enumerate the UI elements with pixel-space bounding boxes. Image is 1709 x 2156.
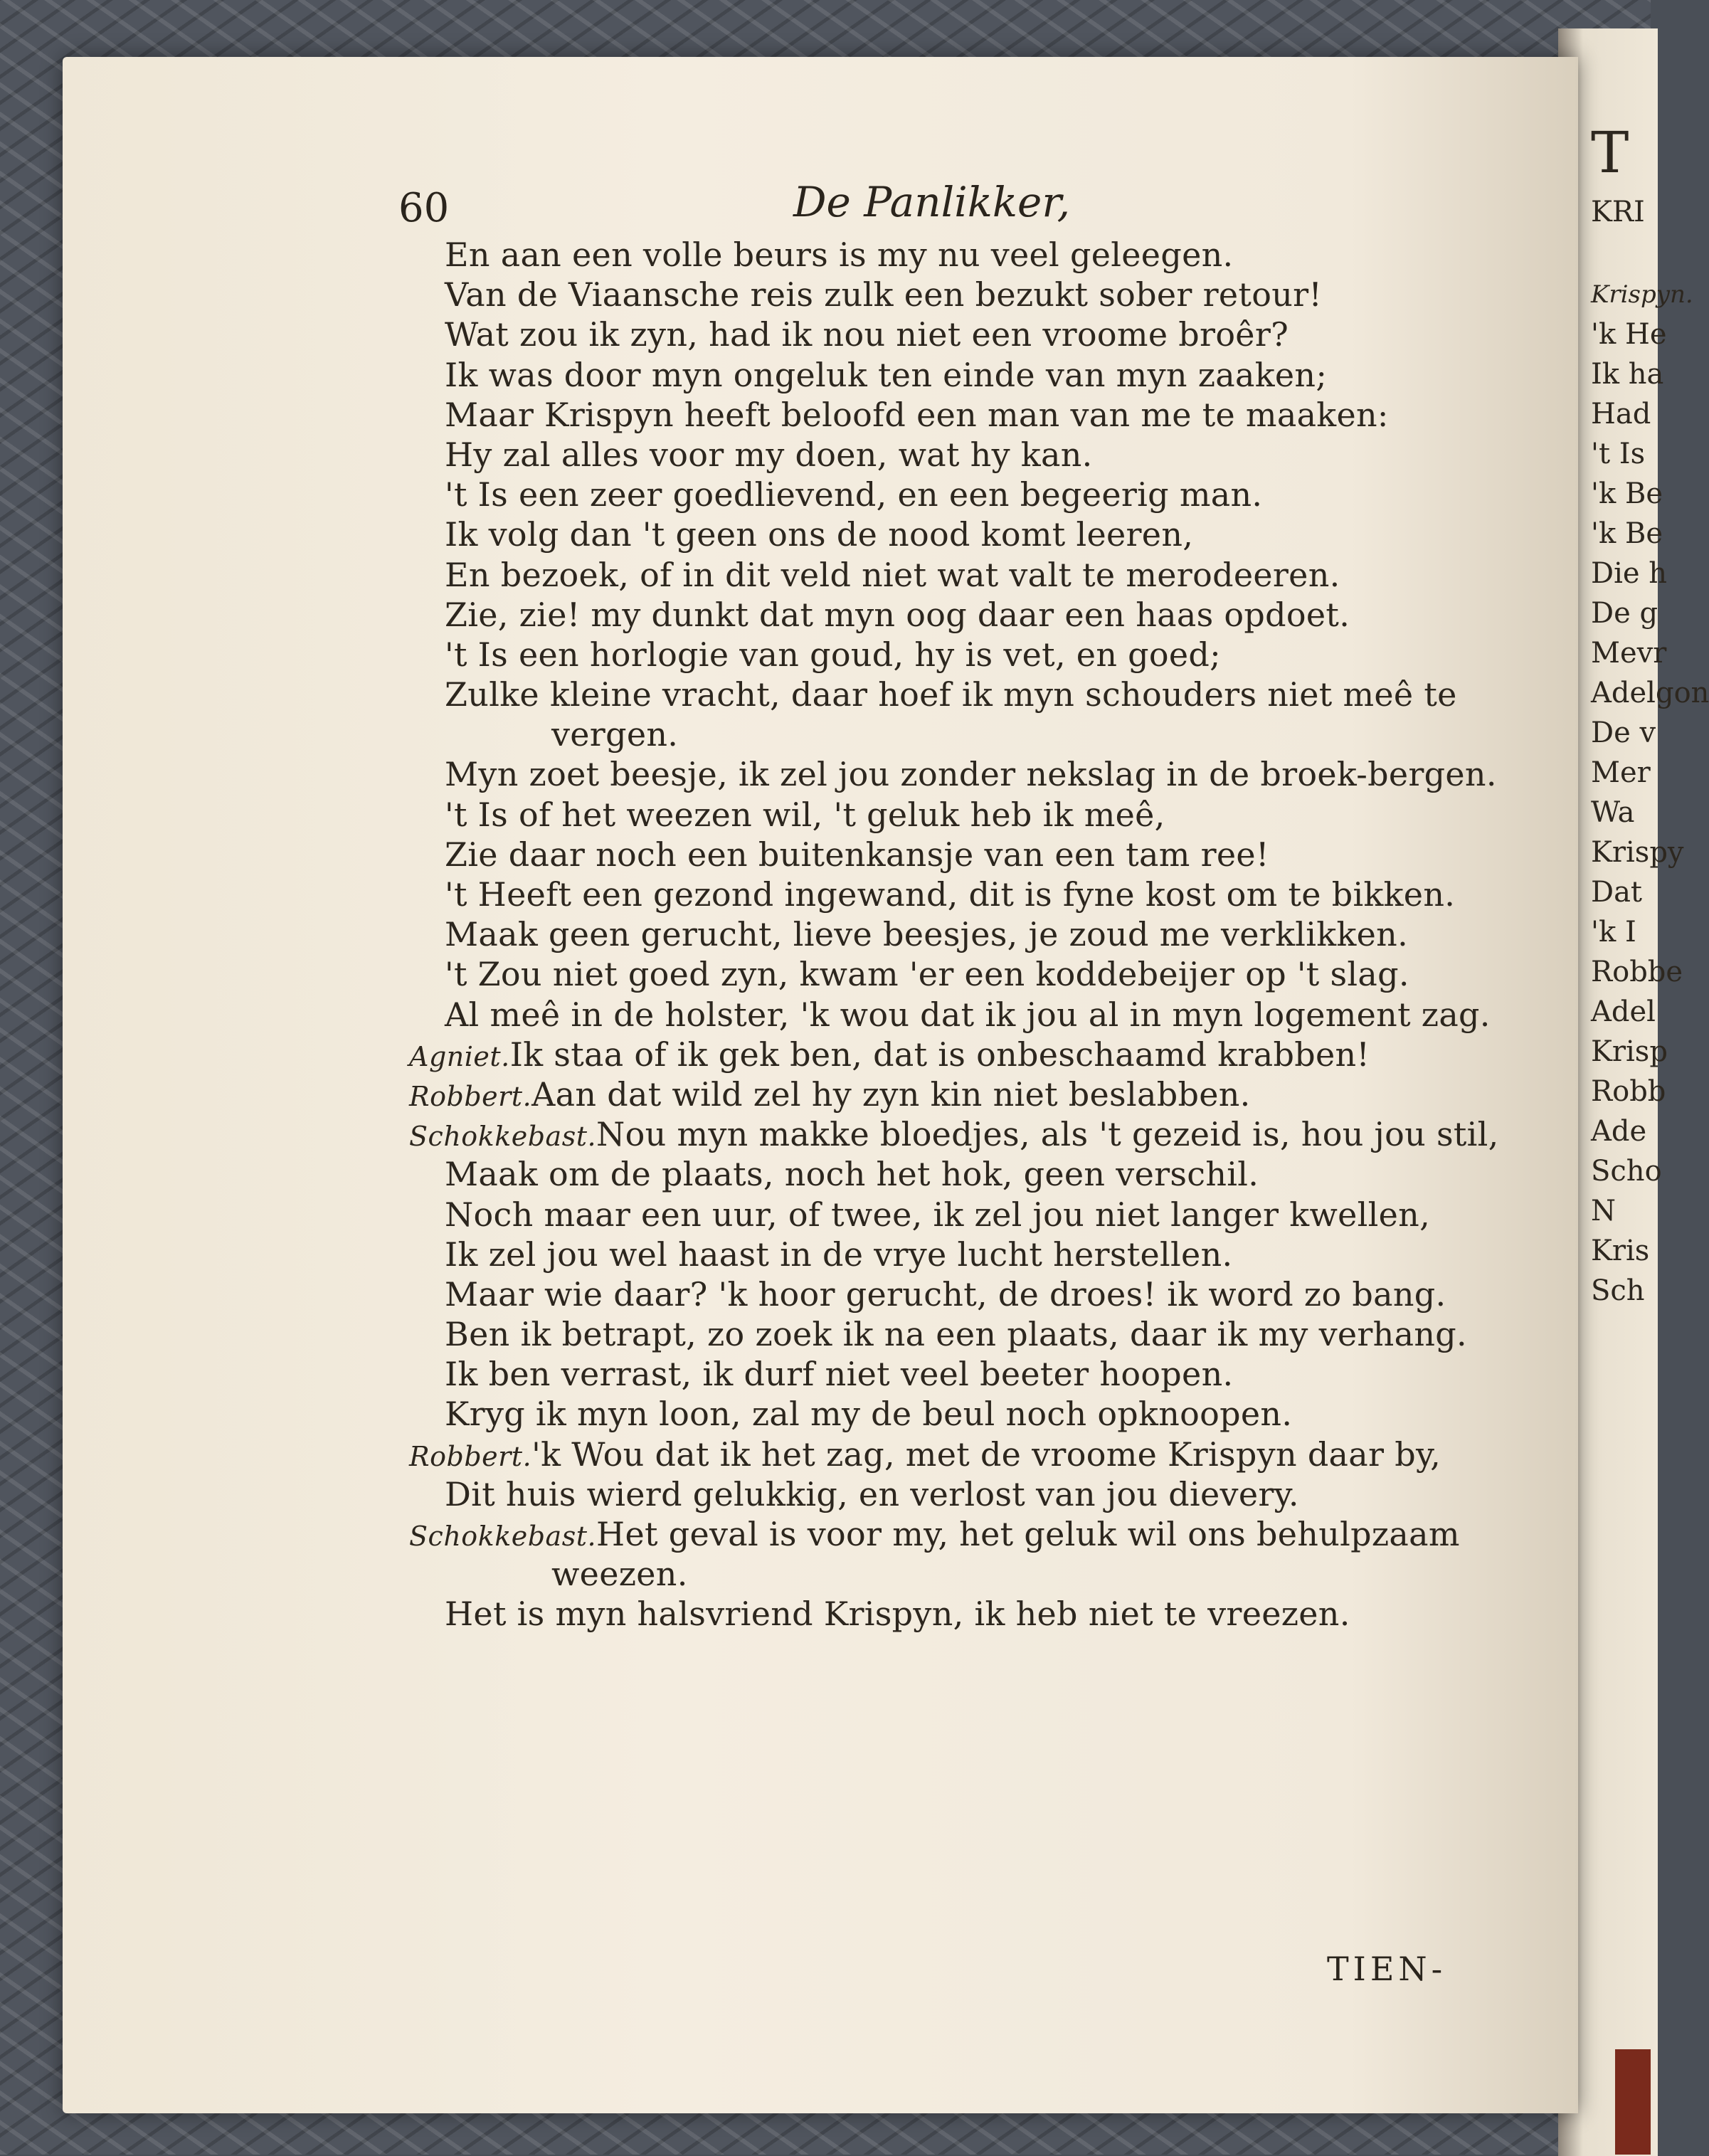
- verse-text: Het geval is voor my, het geluk wil ons behulpzaam: [596, 1515, 1460, 1553]
- verse-line: [409, 1474, 1476, 1514]
- facing-fragment: Ik ha: [1591, 358, 1664, 391]
- speaker-name: Schokkebast.: [409, 1521, 597, 1552]
- facing-fragment: Scho: [1591, 1155, 1662, 1188]
- verse-line: [409, 1195, 1476, 1235]
- facing-heading: KRI: [1591, 196, 1645, 228]
- verse-text: 't Zou niet goed zyn, kwam 'er een koddebeijer op 't slag.: [445, 955, 1409, 994]
- verse-text: Myn zoet beesje, ik zel jou zonder nekslag in de broek-bergen.: [445, 755, 1497, 794]
- verse-text: Ik volg dan 't geen ons de nood komt leeren,: [445, 515, 1194, 554]
- facing-fragment: Adel: [1591, 995, 1656, 1028]
- running-title: De Panlikker,: [793, 178, 1071, 226]
- verse-text: Ik was door myn ongeluk ten einde van myn zaaken;: [445, 355, 1328, 394]
- speaker-name: Agniet.: [409, 1040, 510, 1072]
- verse-line: [409, 1594, 1476, 1634]
- verse-line: [409, 874, 1476, 914]
- verse-line: [409, 635, 1476, 675]
- verse-line: [409, 1394, 1476, 1434]
- verse-text: Ik ben verrast, ik durf niet veel beeter hoopen.: [445, 1355, 1234, 1394]
- facing-fragment: Krisp: [1591, 1035, 1668, 1068]
- verse-line: [409, 1354, 1476, 1394]
- facing-fragment: Die h: [1591, 557, 1668, 590]
- verse-line: [409, 1154, 1476, 1194]
- facing-fragment: Kris: [1591, 1235, 1650, 1267]
- speaker-name: Robbert.: [409, 1440, 532, 1472]
- verse-text: weezen.: [551, 1555, 688, 1594]
- verse-line: [409, 235, 1476, 275]
- verse-text: Noch maar een uur, of twee, ik zel jou niet langer kwellen,: [445, 1195, 1431, 1234]
- verse-text: Hy zal alles voor my doen, wat hy kan.: [445, 435, 1093, 474]
- verse-line: [409, 435, 1476, 475]
- facing-fragment: N: [1591, 1195, 1616, 1227]
- catchword: TIEN-: [1327, 1950, 1447, 1988]
- verse-line: [409, 954, 1476, 994]
- book-cover-edge: [1615, 2049, 1651, 2155]
- verse-text: vergen.: [551, 715, 679, 754]
- verse-text: Al meê in de holster, 'k wou dat ik jou al in myn logement zag.: [445, 995, 1491, 1034]
- page-number: 60: [398, 185, 450, 231]
- verse-line: [409, 1074, 1476, 1114]
- verse-line: [409, 1314, 1476, 1354]
- verse-line: [409, 555, 1476, 595]
- facing-fragment: Sch: [1591, 1274, 1645, 1307]
- verse-line: [409, 795, 1476, 835]
- verse-text: Zie daar noch een buitenkansje van een tam ree!: [445, 835, 1269, 874]
- facing-fragment: Krispyn.: [1591, 280, 1693, 309]
- facing-page-text: [1591, 114, 1709, 1311]
- facing-fragment: De g: [1591, 597, 1658, 630]
- verse-line: [409, 275, 1476, 315]
- page-header: [398, 178, 1537, 235]
- verse-text: Ik staa of ik gek ben, dat is onbeschaamd krabben!: [509, 1035, 1370, 1074]
- facing-fragment: Robb: [1591, 1075, 1666, 1108]
- verse-text: Ben ik betrapt, zo zoek ik na een plaats, daar ik my verhang.: [445, 1315, 1467, 1354]
- verse-line: [409, 754, 1497, 794]
- facing-fragment: De v: [1591, 717, 1656, 749]
- verse-line: [409, 475, 1476, 514]
- facing-fragment: Dat: [1591, 876, 1642, 909]
- verse-line: [409, 1554, 1476, 1594]
- verse-line: [409, 1114, 1499, 1154]
- verse-line: [409, 675, 1476, 714]
- verse-text: Het is myn halsvriend Krispyn, ik heb niet te vreezen.: [445, 1595, 1350, 1634]
- verse-text: Maar Krispyn heeft beloofd een man van me te maaken:: [445, 395, 1389, 434]
- verse-line: [409, 1514, 1476, 1554]
- verse-line: [409, 835, 1476, 874]
- verse-text: Zulke kleine vracht, daar hoef ik myn schouders niet meê te: [445, 675, 1457, 714]
- verse-text: Aan dat wild zel hy zyn kin niet beslabben.: [531, 1074, 1251, 1114]
- facing-fragment: 't Is: [1591, 438, 1646, 470]
- verse-line: [409, 1274, 1476, 1314]
- speaker-name: Schokkebast.: [409, 1121, 597, 1153]
- speaker-name: Robbert.: [409, 1080, 532, 1112]
- verse-line: [409, 714, 1476, 754]
- verse-text: Nou myn makke bloedjes, als 't gezeid is, hou jou stil,: [596, 1115, 1499, 1154]
- verse-text: Maak geen gerucht, lieve beesjes, je zoud me verklikken.: [445, 915, 1409, 954]
- verse-text: En bezoek, of in dit veld niet wat valt te merodeeren.: [445, 555, 1340, 594]
- verse-line: [409, 315, 1476, 354]
- verse-text: Maar wie daar? 'k hoor gerucht, de droes! ik word zo bang.: [445, 1274, 1446, 1314]
- verse-text: Kryg ik myn loon, zal my de beul noch opknoopen.: [445, 1395, 1293, 1434]
- verse-text: 't Is een zeer goedlievend, en een begeerig man.: [445, 475, 1263, 514]
- facing-fragment: Krispy: [1591, 836, 1684, 869]
- facing-fragment: Adelgon: [1591, 677, 1709, 709]
- verse-line: [409, 1235, 1476, 1274]
- verse-text: 'k Wou dat ik het zag, met de vroome Krispyn daar by,: [531, 1434, 1441, 1474]
- verse-text: 't Is een horlogie van goud, hy is vet, en goed;: [445, 635, 1221, 674]
- facing-fragment: 'k Be: [1591, 517, 1663, 550]
- verse-text: 't Is of het weezen wil, 't geluk heb ik meê,: [445, 795, 1165, 834]
- verse-text: Dit huis wierd gelukkig, en verlost van jou dievery.: [445, 1474, 1299, 1513]
- verse-line: [409, 914, 1476, 954]
- facing-fragment: Mevr: [1591, 637, 1667, 670]
- verse-text: Maak om de plaats, noch het hok, geen verschil.: [445, 1155, 1259, 1194]
- verse-line: [409, 1434, 1476, 1474]
- facing-fragment: 'k He: [1591, 318, 1667, 351]
- verse-text: Wat zou ik zyn, had ik nou niet een vroome broêr?: [445, 315, 1289, 354]
- verse-text: 't Heeft een gezond ingewand, dit is fyne kost om te bikken.: [445, 875, 1456, 914]
- play-text: [409, 235, 1499, 1634]
- verse-text: Ik zel jou wel haast in de vrye lucht herstellen.: [445, 1235, 1233, 1274]
- verse-line: [409, 995, 1491, 1035]
- verse-text: Zie, zie! my dunkt dat myn oog daar een haas opdoet.: [445, 595, 1350, 634]
- facing-fragment: Robbe: [1591, 956, 1683, 988]
- facing-title: T: [1591, 120, 1629, 186]
- verse-text: En aan een volle beurs is my nu veel geleegen.: [445, 236, 1234, 274]
- verse-text: Van de Viaansche reis zulk een bezukt sober retour!: [445, 275, 1323, 315]
- facing-fragment: Mer: [1591, 756, 1651, 789]
- verse-line: [409, 355, 1476, 395]
- verse-line: [409, 595, 1476, 635]
- verse-line: [409, 1035, 1476, 1074]
- facing-fragment: 'k I: [1591, 916, 1636, 948]
- facing-fragment: 'k Be: [1591, 477, 1663, 510]
- facing-fragment: Ade: [1591, 1115, 1647, 1148]
- verse-line: [409, 395, 1476, 435]
- verse-line: [409, 514, 1476, 554]
- facing-fragment: Had: [1591, 398, 1651, 430]
- facing-fragment: Wa: [1591, 796, 1635, 829]
